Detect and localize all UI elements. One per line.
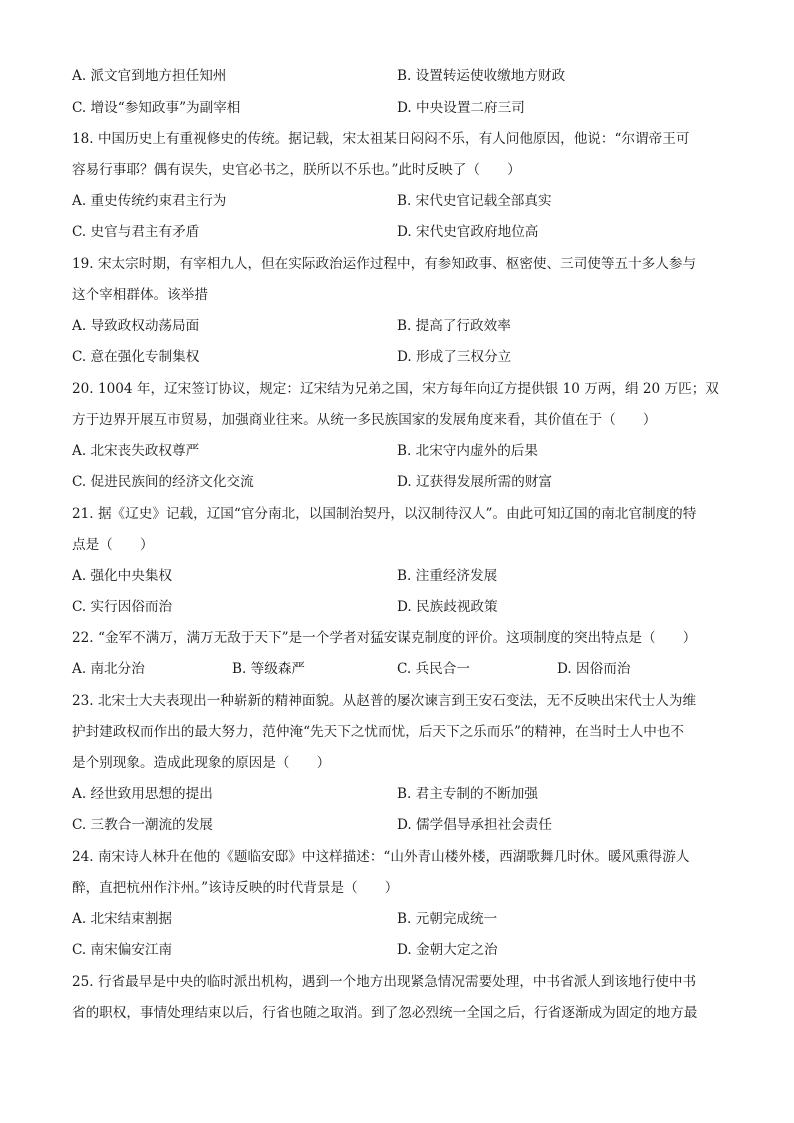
q18-option-c[interactable]: C. 史官与君主有矛盾 [72,224,200,240]
q18-option-b[interactable]: B. 宋代史官记载全部真实 [397,193,552,209]
q17-option-b[interactable]: B. 设置转运使收缴地方财政 [397,68,566,84]
q21-option-c[interactable]: C. 实行因俗而治 [72,599,173,615]
q17-option-d[interactable]: D. 中央设置二府三司 [397,100,525,116]
q18-option-d[interactable]: D. 宋代史官政府地位高 [397,224,539,240]
q18-stem-line-2: 容易行事耶？偶有误失，史官必书之，朕所以不乐也。”此时反映了（ ） [72,162,521,178]
q23-option-c[interactable]: C. 三教合一潮流的发展 [72,817,213,833]
q22-option-b[interactable]: B. 等级森严 [232,661,306,677]
q24-option-c[interactable]: C. 南宋偏安江南 [72,942,173,958]
q22-option-a[interactable]: A. 南北分治 [72,661,145,677]
q23-stem-line-2: 护封建政权而作出的最大努力，范仲淹“先天下之忧而忧，后天下之乐而乐”的精神，在当时士人中也不 [72,724,685,740]
q19-option-c[interactable]: C. 意在强化专制集权 [72,349,200,365]
q22-option-d[interactable]: D. 因俗而治 [557,661,631,677]
q18-stem-line-1: 18. 中国历史上有重视修史的传统。据记载，宋太祖某日闷闷不乐，有人问他原因，他说：“尔谓帝王可 [72,131,690,147]
q23-stem-line-3: 是个别现象。造成此现象的原因是（ ） [72,755,331,771]
q18-option-a[interactable]: A. 重史传统约束君主行为 [72,193,227,209]
q20-option-d[interactable]: D. 辽获得发展所需的财富 [397,474,552,490]
q20-stem-line-1: 20. 1004 年，辽宋签订协议，规定：辽宋结为兄弟之国，宋方每年向辽方提供银 10 万两，绢 20 万匹；双 [72,381,719,397]
q22-option-c[interactable]: C. 兵民合一 [397,661,470,677]
q24-option-d[interactable]: D. 金朝大定之治 [397,942,498,958]
q21-stem-line-1: 21. 据《辽史》记载，辽国“官分南北，以国制治契丹，以汉制待汉人”。由此可知辽国的南北官制度的特 [72,506,697,522]
q19-stem-line-2: 这个宰相群体。该举措 [72,287,208,303]
q21-option-a[interactable]: A. 强化中央集权 [72,568,173,584]
q25-stem-line-2: 省的职权，事情处理结束以后，行省也随之取消。到了忽必烈统一全国之后，行省逐渐成为固定的地方最 [72,1005,698,1021]
q20-option-c[interactable]: C. 促进民族间的经济文化交流 [72,474,254,490]
q21-option-d[interactable]: D. 民族歧视政策 [397,599,498,615]
q23-stem-line-1: 23. 北宋士大夫表现出一种崭新的精神面貌。从赵普的屡次谏言到王安石变法，无不反映出宋代士人为维 [72,693,697,709]
q24-option-a[interactable]: A. 北宋结束割据 [72,911,173,927]
q24-stem-line-2: 醉，直把杭州作汴州。”该诗反映的时代背景是（ ） [72,880,399,896]
q22-stem-line-1: 22. “金军不满万，满万无敌于天下”是一个学者对猛安谋克制度的评价。这项制度的突出特点是（ ） [72,630,697,646]
q20-stem-line-2: 方于边界开展互市贸易，加强商业往来。从统一多民族国家的发展角度来看，其价值在于（ ） [72,412,657,428]
q21-option-b[interactable]: B. 注重经济发展 [397,568,498,584]
q20-option-a[interactable]: A. 北宋丧失政权尊严 [72,443,200,459]
q21-stem-line-2: 点是（ ） [72,537,154,553]
q20-option-b[interactable]: B. 北宋守内虚外的后果 [397,443,538,459]
q19-option-b[interactable]: B. 提高了行政效率 [397,318,511,334]
q23-option-b[interactable]: B. 君主专制的不断加强 [397,786,538,802]
q24-stem-line-1: 24. 南宋诗人林升在他的《题临安邸》中这样描述：“山外青山楼外楼，西湖歌舞几时休。暖风熏得游人 [72,849,690,865]
q19-stem-line-1: 19. 宋太宗时期，有宰相九人，但在实际政治运作过程中，有参知政事、枢密使、三司使等五十多人参与 [72,256,697,272]
q23-option-d[interactable]: D. 儒学倡导承担社会责任 [397,817,552,833]
q17-option-c[interactable]: C. 增设“参知政事”为副宰相 [72,100,241,116]
q23-option-a[interactable]: A. 经世致用思想的提出 [72,786,213,802]
q17-option-a[interactable]: A. 派文官到地方担任知州 [72,68,227,84]
q25-stem-line-1: 25. 行省最早是中央的临时派出机构，遇到一个地方出现紧急情况需要处理，中书省派人到该地行使中书 [72,974,697,990]
q19-option-d[interactable]: D. 形成了三权分立 [397,349,512,365]
q24-option-b[interactable]: B. 元朝完成统一 [397,911,498,927]
q19-option-a[interactable]: A. 导致政权动荡局面 [72,318,200,334]
